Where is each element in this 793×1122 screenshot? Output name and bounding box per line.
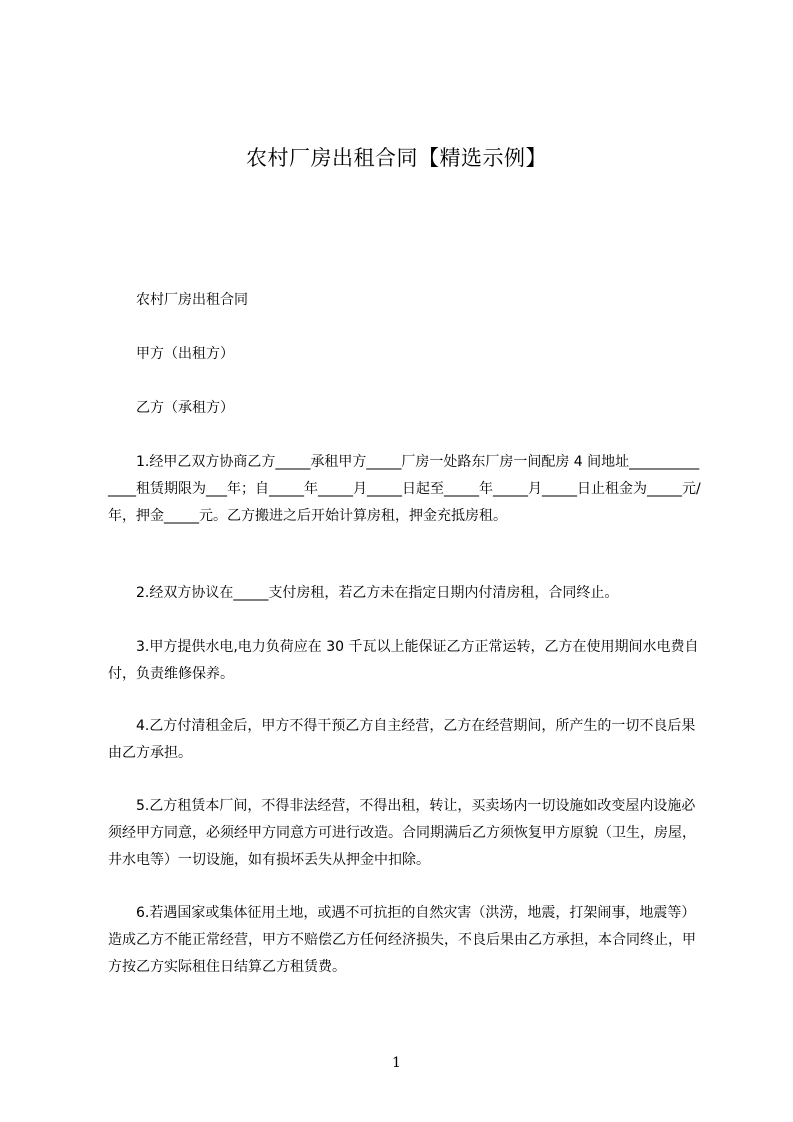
party-b-label: 乙方（承租方） (136, 400, 234, 416)
clause-5: 5.乙方租赁本厂间，不得非法经营，不得出租，转让，买卖场内一切设施如改变屋内设施必须经甲方同意，必须经甲方同意方可进行改造。合同期满后乙方须恢复甲方原貌（卫生，房屋，井水电等）一切设施，如有损坏丢失从押金中扣除。 (108, 798, 696, 868)
page-number: 1 (392, 1055, 401, 1071)
party-a-label: 甲方（出租方） (136, 346, 234, 362)
clause-3: 3.甲方提供水电,电力负荷应在 30 千瓦以上能保证乙方正常运转，乙方在使用期间水电费自付，负责维修保养。 (108, 639, 699, 682)
clause-4: 4.乙方付清租金后，甲方不得干预乙方自主经营，乙方在经营期间，所产生的一切不良后果由乙方承担。 (108, 718, 696, 761)
document-title: 农村厂房出租合同【精选示例】 (246, 146, 547, 170)
clause-6: 6.若遇国家或集体征用土地，或遇不可抗拒的自然灾害（洪涝，地震，打架闹事，地震等）造成乙方不能正常经营，甲方不赔偿乙方任何经济损失，不良后果由乙方承担，本合同终止，甲方按乙方实际租住日结算乙方租赁费。 (108, 905, 696, 975)
clause-2: 2.经双方协议在_____支付房租，若乙方未在指定日期内付清房租，合同终止。 (136, 585, 619, 601)
contract-subtitle: 农村厂房出租合同 (136, 292, 248, 308)
clause-1: 1.经甲乙双方协商乙方_____承租甲方_____厂房一处路东厂房一间配房 4 间地址______________租赁期限为___年；自_____年_____月_____日起至_____年_____月_____日止租金为_____元/年，押金_____元。乙方搬进之后开始计算房租，押金充抵房租。 (108, 454, 701, 524)
